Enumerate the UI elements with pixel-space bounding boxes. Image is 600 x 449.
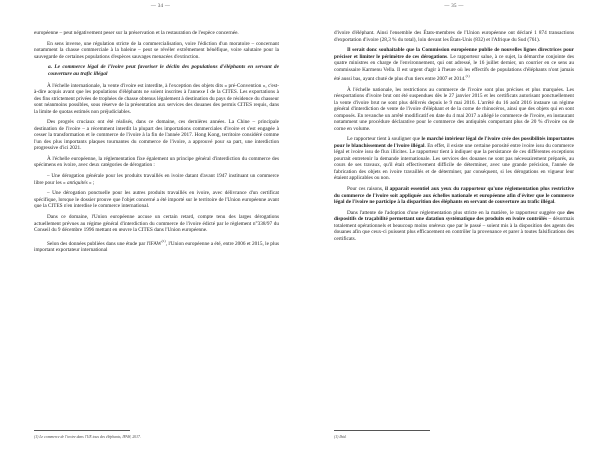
text-span: .: [554, 199, 556, 205]
text-span: » ;: [87, 179, 95, 186]
footnote-ref: (1): [465, 74, 470, 79]
page-number: — 35 —: [444, 4, 464, 9]
paragraph: Dans ce domaine, l'Union européenne accuse un certain retard, compte tenu des larges dérogations actuellement prévues au régime général d'interdiction du commerce de l'ivoire édicté par le règlement n°338/97 du Conseil du 9 décembre 1996 mettant en œuvre la CITES dans l'Union européenne.: [34, 214, 279, 233]
section-heading: a. Le commerce légal de l'ivoire peut favoriser le déclin des populations d'éléphants en servant de couverture au trafic illégal: [48, 64, 279, 77]
paragraph: [34, 173, 279, 186]
text-span: Dans l'attente de l'adoption d'une réglementation plus stricte en la matière, le rapporteur suggère que: [347, 209, 567, 216]
footnote-ref: (1): [161, 238, 166, 243]
paragraph: [334, 47, 574, 82]
text-span: – désormais totalement opérationnels et beaucoup moins onéreux que par le passé – soient mis à la disposition des agents des douanes afin que ceux-ci puissent plus efficacement en contrôler la provenance et parer à toutes falsifications des certificats.: [334, 216, 574, 242]
text-span: Pour ces raisons,: [347, 186, 386, 192]
text-span: Selon des données publiées dans une étude par l'IFAW: [47, 240, 162, 247]
footnote-rule: [334, 430, 430, 431]
footnote: (1) Le commerce de l'ivoire dans l'UE tous des éléphants, IFAW, 2017.: [34, 435, 141, 439]
bold-text: des dispositifs de traçabilité permettant une datation systématique des produits en ivoire contrôlés: [334, 209, 574, 223]
bold-text: Il serait donc souhaitable que la Commission européenne publie de nouvelles lignes directrices pour préciser et limiter le périmètre de ces dérogations: [334, 47, 574, 60]
paragraph: d'ivoire d'éléphant. Ainsi l'ensemble des États-membres de l'Union européenne ont déclaré 1 874 transactions d'exportation d'ivoire (28,3 % du total), loin devant les États-Unis (832) et l'Afrique du Sud (761).: [334, 30, 574, 43]
paragraph: [334, 186, 574, 206]
paragraph: [34, 238, 279, 254]
text-span: , l'Union européenne a été, entre 2006 et 2015, le plus important exportateur international: [34, 240, 279, 253]
page-number: — 34 —: [150, 4, 171, 9]
paragraph: [334, 136, 574, 182]
paragraph: [334, 210, 574, 243]
italic-text: antiquités: [66, 179, 88, 186]
text-span: . Le rapporteur salue, à ce sujet, la démarche conjointe des quatre ministres en charge de l'environnement, qui ont adressé, le 16 juillet dernier, un courrier en ce sens au commissaire Karmenu Vella. Il est urgent d'agir à l'heure où les effectifs de populations d'éléphants n'ont jamais été aussi bas, ayant chuté de plus d'un tiers entre 2007 et 2014.: [334, 53, 575, 82]
bold-text: il apparaît essentiel aux yeux du rapporteur qu'une réglementation plus restrictive du commerce de l'ivoire soit appliquée aux échelles nationale et européenne afin d'éviter que le commerce légal de l'ivoire ne participe à la disparition des éléphants en servant de couverture au trafic illégal: [334, 186, 574, 205]
footnote: (1) Ibid.: [334, 435, 347, 439]
paragraph: À l'échelle nationale, les restrictions au commerce de l'ivoire sont plus précises et plus marquées. Les réexportations d'ivoire brut ont été suspendues dès le 27 janvier 2015 et les certificats autorisant ponctuellement la vente d'ivoire brut ne sont plus délivrés depuis le 9 mai 2016. L'arrêté du 16 août 2016 instaure un régime général d'interdiction de vente de l'ivoire d'éléphant et de la corne de rhinocéros, ainsi que des objets qui en sont composés. En revanche un arrêté modificatif en date du 4 mai 2017 a allégé le commerce de l'ivoire, en instaurant notamment une procédure déclarative pour le commerce des antiquités comportant plus de 20 % d'ivoire ou de corne en volume.: [334, 86, 574, 132]
right-page: [300, 0, 600, 449]
paragraph: À l'échelle internationale, la vente d'ivoire est interdite, à l'exception des objets dits « pré-Convention », c'est-à-dire acquis avant que les populations d'éléphants ne soient inscrites à l'annexe I de la CITES. Les exportations à des fins strictement privées de trophées de chasse obtenus légalement à destination du pays de résidence du chasseur sont néanmoins possibles, sous réserve de la présentation aux services des douanes des permis CITES requis, dans la limite de quotas estimés non préjudiciables.: [34, 82, 279, 115]
paragraph: À l'échelle européenne, la réglementation fixe également un principe général d'interdiction du commerce des spécimens en ivoire, avec deux catégories de dérogation :: [34, 155, 279, 169]
footnote-rule: [34, 430, 130, 431]
paragraph: Des progrès cruciaux ont été réalisés, dans ce domaine, ces dernières années. La Chine – principale destination de l'ivoire – a récemment interdit la plupart des importations commerciales d'ivoire et s'est engagée à cesser la transformation et le commerce de l'ivoire à la fin de l'année 2017. Hong Kong, territoire considéré comme l'un des plus importants plaques tournantes du commerce de l'ivoire, a approuvé pour sa part, une interdiction progressive d'ici 2021.: [34, 119, 279, 152]
paragraph: – Une dérogation ponctuelle pour les autres produits travaillés en ivoire, avec délivrance d'un certificat spécifique, lorsque le dossier prouve que l'objet concerné a été importé sur le territoire de l'Union européenne avant que la CITES n'en interdise le commerce international.: [34, 190, 279, 210]
bold-text: le marché intérieur légal de l'ivoire crée des possibilités importantes pour le blanchissement de l'ivoire illégal: [334, 136, 574, 149]
text-span: – Une dérogation générale pour les produits travaillés en ivoire datant d'avant 1947 instituant un commerce libre pour les «: [34, 173, 279, 186]
paragraph: En sens inverse, une régulation stricte de la commercialisation, voire l'édiction d'un moratoire – concernant notamment la chasse commerciale à la baleine – peut se révéler extrêmement bénéfique, voire salutaire pour la sauvegarde de certaines populations d'espèces sauvages menacées d'extinction.: [34, 40, 279, 60]
text-span: . En effet, il existe une certaine porosité entre ivoire issu du commerce légal et ivoire issu de flux illicites. Le rapporteur tient à indiquer que la persistance de ces différentes exceptions pourrait entretenir la demande internationale. Les services des douanes ne sont pas nécessairement préparés, au cours de ses travaux, qu'il était effectivement difficile de déterminer, avec une grande précision, l'année de fabrication des objets en ivoire travaillés et de déterminer, par conséquent, si les dérogations en vigueur leur étaient applicables ou non.: [334, 142, 574, 182]
paragraph: européenne – peut négativement peser sur la préservation et la restauration de l'espèce concernée.: [34, 30, 239, 36]
text-span: Le rapporteur tient à souligner que: [347, 136, 422, 143]
